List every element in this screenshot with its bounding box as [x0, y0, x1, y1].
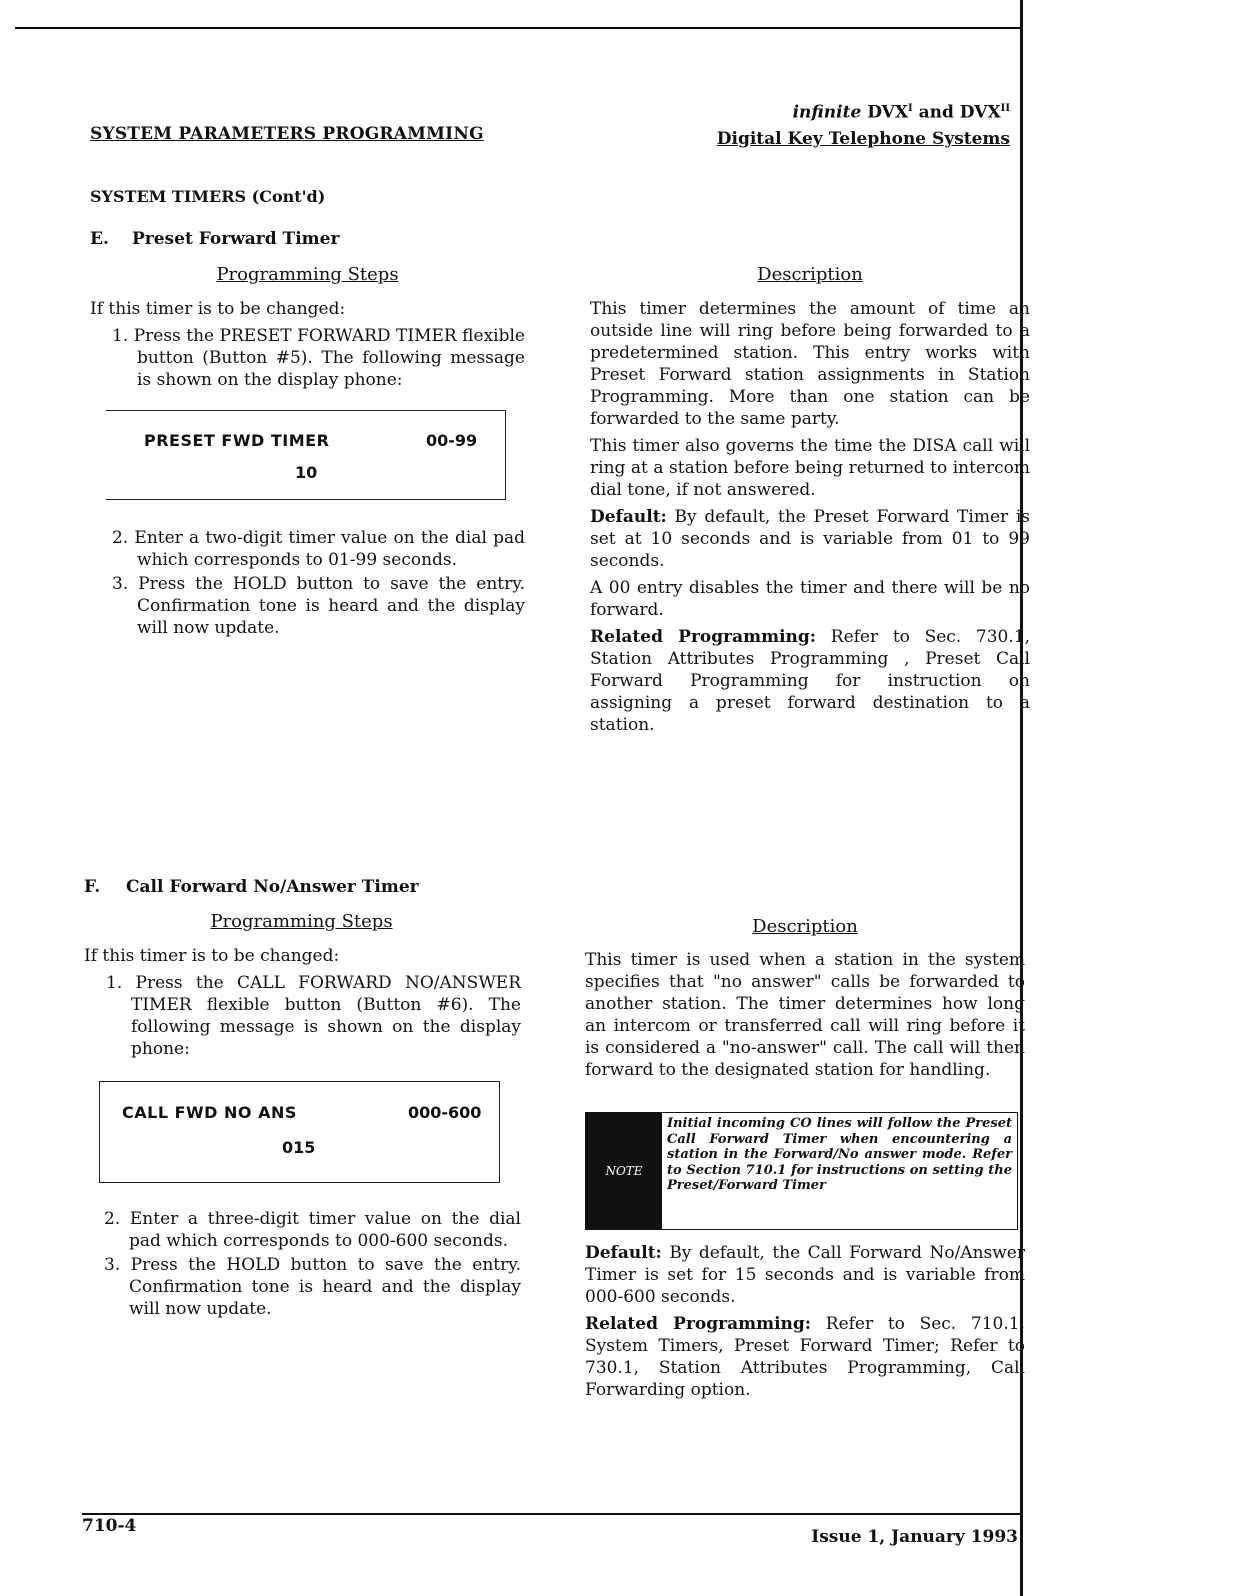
section-f-desc-heading: Description: [752, 916, 858, 937]
section-f-note: [585, 1112, 1018, 1230]
section-e-default-text: By default, the Preset Forward Timer is set at 10 seconds and is variable from 01 to 99 seconds.: [590, 507, 1030, 571]
brand-italic: infinite: [792, 102, 862, 123]
section-f-step-list-2: [104, 1208, 521, 1320]
section-e-display-value: 10: [295, 463, 318, 482]
section-e-related-text: Refer to Sec. 730.1, Station Attributes Programming , Preset Call Forward Programming for instruction on assigning a preset forward destination to a station.: [590, 627, 1030, 735]
section-e-desc-2: This timer also governs the time the DISA call will ring at a station before being returned to intercom dial tone, if not answered.: [590, 436, 1030, 500]
section-f-display-range: 000-600: [408, 1103, 482, 1122]
section-f-related-label: Related Programming:: [585, 1314, 812, 1334]
section-e-steps-cont: [112, 527, 525, 641]
section-e-step-1: 1. Press the PRESET FORWARD TIMER flexible button (Button #5). The following message is shown on the display phone:: [112, 326, 525, 390]
section-f-default: [585, 1242, 1025, 1308]
section-e-related: [590, 626, 1030, 736]
section-e-intro: If this timer is to be changed:: [90, 299, 346, 319]
section-f-description: [585, 949, 1025, 1086]
section-e-step-2: 2. Enter a two-digit timer value on the dial pad which corresponds to 01-99 seconds.: [112, 528, 525, 570]
brand-dvx2: and DVX: [918, 102, 1001, 123]
section-e-desc-1: This timer determines the amount of time an outside line will ring before being forwarded to a predetermined station. This entry works with Preset Forward station assignments in Station Programming. More than one station can be forwarded to the same party.: [590, 299, 1030, 429]
section-e-disable: A 00 entry disables the timer and there will be no forward.: [590, 578, 1030, 620]
section-e-letter: E.: [90, 229, 109, 249]
section-f-step-list: [84, 972, 521, 1060]
section-f-display-value: 015: [282, 1138, 316, 1157]
section-f-display: [99, 1081, 500, 1183]
section-e-step-list-2: [112, 527, 525, 639]
section-f-step-1: 1. Press the CALL FORWARD NO/ANSWER TIMER flexible button (Button #6). The following message is shown on the display phone:: [106, 973, 521, 1059]
top-border: [15, 27, 1020, 29]
section-f-display-label: CALL FWD NO ANS: [122, 1103, 297, 1122]
section-e-display-range: 00-99: [426, 431, 478, 450]
brand-dvx1: DVX: [867, 102, 909, 123]
section-e-title: Preset Forward Timer: [132, 229, 340, 249]
section-f-letter: F.: [84, 877, 101, 897]
section-e-steps-heading: Programming Steps: [216, 264, 399, 285]
header-subtitle: Digital Key Telephone Systems: [716, 128, 1010, 149]
section-f-step-2: 2. Enter a three-digit timer value on the dial pad which corresponds to 000-600 seconds.: [104, 1209, 521, 1251]
section-f-description-cont: [585, 1242, 1025, 1406]
footer-rule: [82, 1513, 1020, 1515]
section-e-steps: [90, 298, 525, 393]
header-brand: [717, 96, 1010, 126]
note-tag: NOTE: [586, 1113, 662, 1229]
section-f-default-text: By default, the Call Forward No/Answer Timer is set for 15 seconds and is variable from 000-600 seconds.: [585, 1243, 1025, 1307]
section-f-steps: [84, 945, 521, 1062]
section-e-description: [590, 298, 1030, 741]
brand-sup1: I: [908, 103, 913, 114]
section-f-heading: [84, 877, 419, 897]
issue-date: Issue 1, January 1993: [811, 1527, 1018, 1547]
brand-sup2: II: [1000, 103, 1010, 114]
section-e-heading: [90, 229, 339, 249]
section-e-display-label: PRESET FWD TIMER: [144, 431, 330, 450]
note-text: Initial incoming CO lines will follow the Preset Call Forward Timer when encountering a station in the Forward/No answer mode. Refer to Section 710.1 for instructions on setting the Preset/Forward Timer: [667, 1116, 1012, 1193]
header-section-title: SYSTEM PARAMETERS PROGRAMMING: [90, 124, 484, 144]
section-f-desc: This timer is used when a station in the system specifies that "no answer" calls be forwarded to another station. The timer determines how long an intercom or transferred call will ring before it is considered a "no-answer" call. The call will then forward to the designated station for handling.: [585, 950, 1025, 1080]
section-f-steps-heading: Programming Steps: [210, 911, 393, 932]
section-f-related-text: Refer to Sec. 710.1, System Timers, Preset Forward Timer; Refer to 730.1, Station Attributes Programming, Call Forwarding option.: [585, 1314, 1025, 1400]
section-e-desc-heading: Description: [757, 264, 863, 285]
page-title: SYSTEM TIMERS (Cont'd): [90, 187, 326, 206]
section-e-default: [590, 506, 1030, 572]
section-e-default-label: Default:: [590, 507, 667, 527]
section-e-step-list: [90, 325, 525, 391]
section-f-step-3: 3. Press the HOLD button to save the entry. Confirmation tone is heard and the display will now update.: [104, 1255, 521, 1319]
section-f-related: [585, 1313, 1025, 1401]
section-e-display: [106, 410, 506, 500]
section-f-default-label: Default:: [585, 1243, 662, 1263]
section-e-step-3: 3. Press the HOLD button to save the entry. Confirmation tone is heard and the display will now update.: [112, 574, 525, 638]
section-e-related-label: Related Programming:: [590, 627, 817, 647]
section-f-steps-cont: [104, 1208, 521, 1322]
header-product: [717, 96, 1010, 152]
section-f-intro: If this timer is to be changed:: [84, 946, 340, 966]
page-number: 710-4: [82, 1516, 137, 1536]
section-f-title: Call Forward No/Answer Timer: [126, 877, 419, 897]
